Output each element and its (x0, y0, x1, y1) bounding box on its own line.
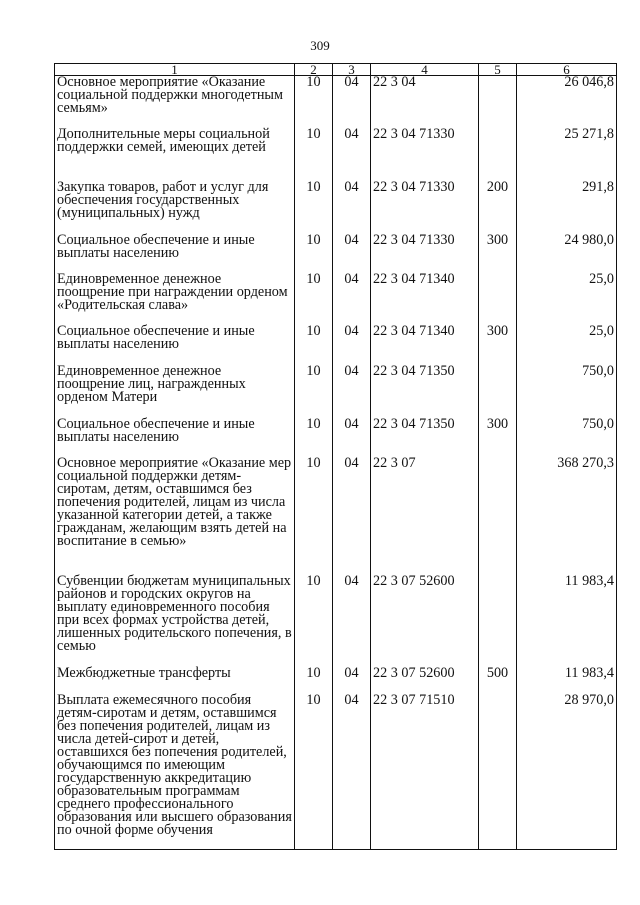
row-amount: 28 970,0 (517, 694, 617, 850)
row-expense-type: 300 (479, 325, 517, 365)
row-amount: 25,0 (517, 273, 617, 325)
row-name: Единовременное денежное поощрение лиц, награжденных орденом Матери (55, 365, 295, 418)
row-section: 10 (295, 325, 333, 365)
row-subsection: 04 (333, 181, 371, 234)
header-col-4: 4 (371, 64, 479, 76)
row-name: Межбюджетные трансферты (55, 667, 295, 694)
row-name: Основное мероприятие «Оказание социальной поддержки многодетным семьям» (55, 76, 295, 128)
row-amount: 11 983,4 (517, 575, 617, 667)
row-amount: 750,0 (517, 365, 617, 418)
row-name: Социальное обеспечение и иные выплаты населению (55, 418, 295, 457)
table-row (55, 418, 617, 457)
row-target-code: 22 3 04 71340 (371, 273, 479, 325)
header-col-3: 3 (333, 64, 371, 76)
row-expense-type: 300 (479, 234, 517, 273)
row-name: Социальное обеспечение и иные выплаты населению (55, 325, 295, 365)
row-amount: 291,8 (517, 181, 617, 234)
row-name: Закупка товаров, работ и услуг для обеспечения государственных (муниципальных) нужд (55, 181, 295, 234)
row-amount: 750,0 (517, 418, 617, 457)
row-expense-type: 300 (479, 418, 517, 457)
row-target-code: 22 3 07 52600 (371, 575, 479, 667)
row-subsection: 04 (333, 76, 371, 128)
table-row (55, 76, 617, 128)
table-row (55, 234, 617, 273)
table-row (55, 365, 617, 418)
row-section: 10 (295, 128, 333, 181)
row-section: 10 (295, 694, 333, 850)
row-expense-type (479, 273, 517, 325)
row-section: 10 (295, 457, 333, 575)
row-expense-type (479, 457, 517, 575)
row-amount: 25,0 (517, 325, 617, 365)
header-col-5: 5 (479, 64, 517, 76)
row-section: 10 (295, 418, 333, 457)
row-target-code: 22 3 04 71340 (371, 325, 479, 365)
row-section: 10 (295, 365, 333, 418)
table-row (55, 457, 617, 575)
table-row (55, 575, 617, 667)
row-subsection: 04 (333, 457, 371, 575)
row-target-code: 22 3 04 71330 (371, 181, 479, 234)
row-subsection: 04 (333, 694, 371, 850)
row-amount: 11 983,4 (517, 667, 617, 694)
row-amount: 25 271,8 (517, 128, 617, 181)
table-row (55, 128, 617, 181)
row-target-code: 22 3 07 (371, 457, 479, 575)
row-section: 10 (295, 575, 333, 667)
row-subsection: 04 (333, 273, 371, 325)
row-section: 10 (295, 181, 333, 234)
table-row (55, 181, 617, 234)
row-expense-type (479, 76, 517, 128)
row-expense-type (479, 575, 517, 667)
row-name: Дополнительные меры социальной поддержки семей, имеющих детей (55, 128, 295, 181)
row-amount: 24 980,0 (517, 234, 617, 273)
row-amount: 368 270,3 (517, 457, 617, 575)
budget-table (54, 63, 617, 850)
row-target-code: 22 3 07 71510 (371, 694, 479, 850)
table-row (55, 273, 617, 325)
row-subsection: 04 (333, 128, 371, 181)
row-section: 10 (295, 234, 333, 273)
row-name: Выплата ежемесячного пособия детям-сиротам и детям, оставшимся без попечения родителей, лицам из числа детей-сирот и детей, оставшихся без попечения родителей, обучающимся по имеющим государственную аккредитацию образовательным программам среднего профессионального образования или высшего образования по очной форме обучения (55, 694, 295, 850)
table-row (55, 667, 617, 694)
header-col-2: 2 (295, 64, 333, 76)
row-name: Единовременное денежное поощрение при награждении орденом «Родительская слава» (55, 273, 295, 325)
row-section: 10 (295, 667, 333, 694)
row-expense-type (479, 365, 517, 418)
row-section: 10 (295, 76, 333, 128)
row-target-code: 22 3 04 71350 (371, 365, 479, 418)
row-target-code: 22 3 04 (371, 76, 479, 128)
row-name: Социальное обеспечение и иные выплаты населению (55, 234, 295, 273)
row-expense-type: 500 (479, 667, 517, 694)
row-subsection: 04 (333, 365, 371, 418)
row-expense-type (479, 694, 517, 850)
row-subsection: 04 (333, 575, 371, 667)
row-expense-type: 200 (479, 181, 517, 234)
row-amount: 26 046,8 (517, 76, 617, 128)
header-col-6: 6 (517, 64, 617, 76)
table-row (55, 694, 617, 850)
row-target-code: 22 3 04 71330 (371, 234, 479, 273)
row-expense-type (479, 128, 517, 181)
table-row (55, 325, 617, 365)
page-number: 309 (310, 38, 330, 53)
row-name: Основное мероприятие «Оказание мер социальной поддержки детям-сиротам, детям, оставшимся без попечения родителей, лицам из числа указанной категории детей, а также гражданам, желающим взять детей на воспитание в семью» (55, 457, 295, 575)
header-col-1: 1 (55, 64, 295, 76)
row-target-code: 22 3 04 71330 (371, 128, 479, 181)
row-subsection: 04 (333, 325, 371, 365)
row-target-code: 22 3 07 52600 (371, 667, 479, 694)
row-section: 10 (295, 273, 333, 325)
row-subsection: 04 (333, 667, 371, 694)
row-subsection: 04 (333, 418, 371, 457)
row-name: Субвенции бюджетам муниципальных районов и городских округов на выплату единовременного пособия при всех формах устройства детей, лишенных родительского попечения, в семью (55, 575, 295, 667)
row-subsection: 04 (333, 234, 371, 273)
row-target-code: 22 3 04 71350 (371, 418, 479, 457)
